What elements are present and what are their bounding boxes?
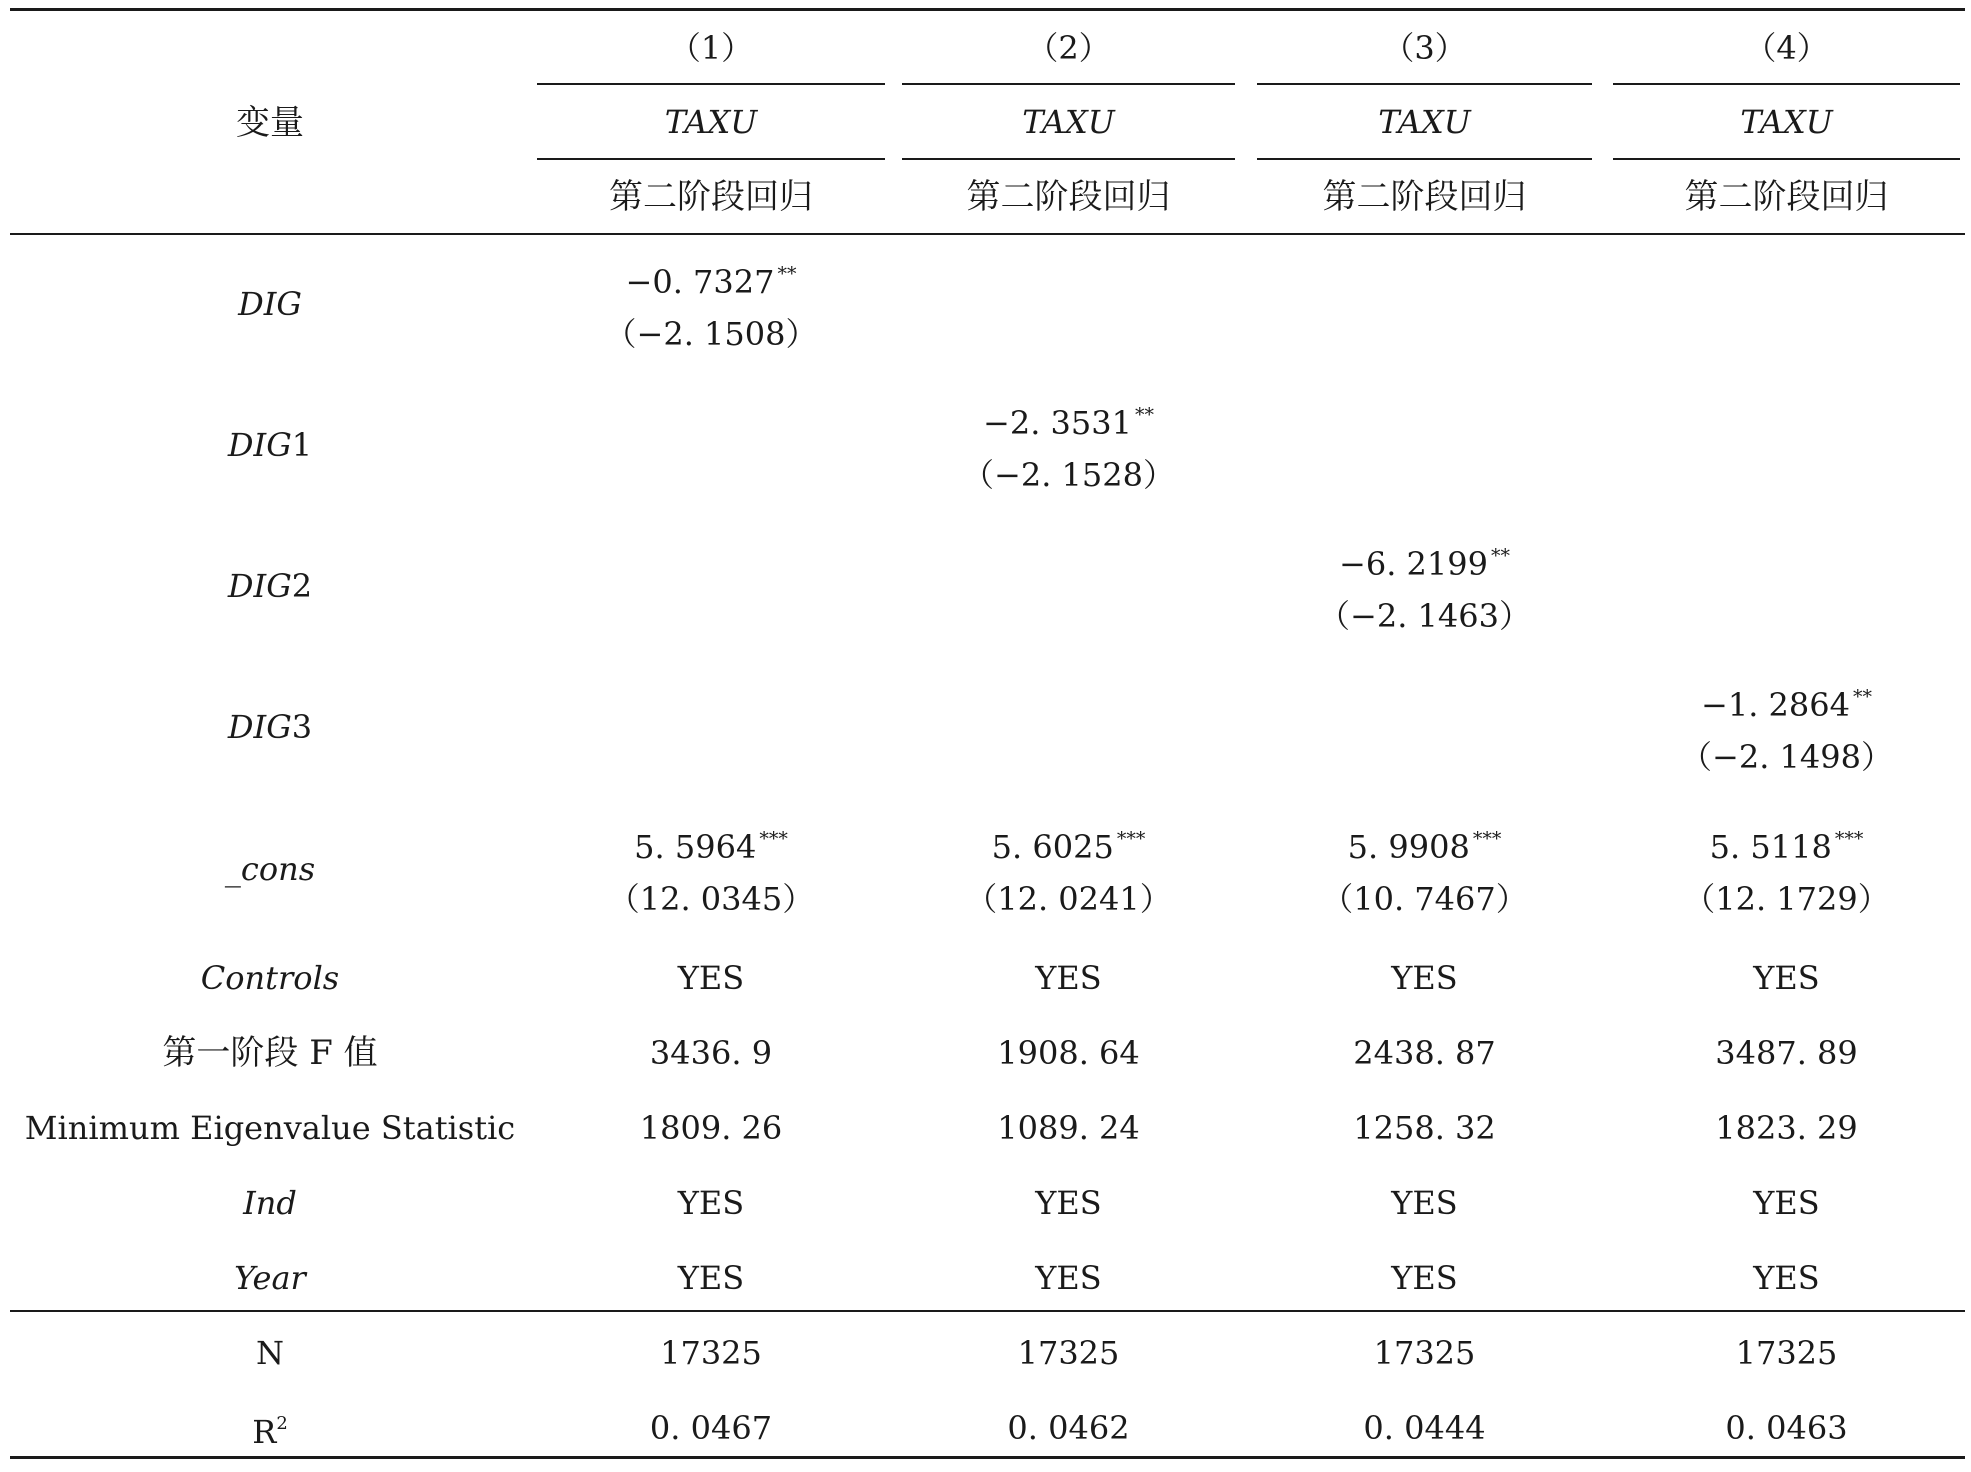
first-stage-f-col3: 2438. 87: [1353, 1034, 1496, 1072]
col1-number: （1）: [668, 29, 754, 67]
controls-col4: YES: [1753, 959, 1820, 997]
n-col3: 17325: [1373, 1334, 1476, 1372]
r2-col1: 0. 0467: [649, 1409, 773, 1447]
col3-stage: 第二阶段回归: [1322, 177, 1527, 217]
dig1-col2: [902, 393, 1235, 497]
col3-dependent: TAXU: [1378, 103, 1471, 141]
coefficient: 5. 5964 ***: [634, 828, 788, 866]
top-rule: [10, 8, 1965, 11]
significance-stars: ***: [1472, 828, 1502, 850]
n-col2: 17325: [1017, 1334, 1120, 1372]
ind-col2: YES: [1035, 1184, 1102, 1222]
cons-col3: [1257, 817, 1592, 921]
n-col4: 17325: [1735, 1334, 1838, 1372]
header-rule-2-col4: [1613, 158, 1960, 160]
row-label-dig2: DIG2: [227, 567, 313, 605]
n-col1: 17325: [660, 1334, 762, 1372]
dig-col1: [537, 252, 885, 356]
header-rule-1-col2: [902, 83, 1235, 85]
first-stage-f-col4: 3487. 89: [1715, 1034, 1858, 1072]
t-statistic: （−2. 1463）: [1318, 597, 1531, 635]
coefficient: 5. 9908 ***: [1347, 828, 1502, 866]
dig3-col4: [1613, 675, 1960, 779]
significance-stars: **: [777, 263, 797, 285]
significance-stars: **: [1490, 545, 1510, 567]
regression-table: [10, 0, 1965, 1472]
col2-number: （2）: [1026, 29, 1111, 67]
row-label-ind: Ind: [243, 1184, 297, 1222]
row-label-r-squared: $R^2$: [252, 1413, 288, 1451]
t-statistic: （10. 7467）: [1321, 880, 1528, 918]
coefficient: −2. 3531 **: [983, 404, 1154, 442]
col4-stage: 第二阶段回归: [1684, 177, 1889, 217]
min-eigen-col4: 1823. 29: [1715, 1109, 1858, 1147]
controls-col1: YES: [677, 959, 745, 997]
r2-col4: 0. 0463: [1725, 1409, 1848, 1447]
header-rule-2-col3: [1257, 158, 1592, 160]
significance-stars: **: [1134, 404, 1154, 426]
header-bottom-rule: [10, 233, 1965, 235]
min-eigen-col1: 1809. 26: [639, 1109, 783, 1147]
col3-number: （3）: [1382, 29, 1467, 67]
year-col4: YES: [1753, 1259, 1820, 1297]
controls-col3: YES: [1391, 959, 1458, 997]
coefficient: −1. 2864 **: [1701, 686, 1872, 724]
header-rule-1-col1: [537, 83, 885, 85]
controls-col2: YES: [1035, 959, 1102, 997]
year-col2: YES: [1035, 1259, 1102, 1297]
min-eigen-col3: 1258. 32: [1353, 1109, 1496, 1147]
t-statistic: （12. 0241）: [965, 880, 1172, 918]
variable-header: 变量: [236, 102, 304, 143]
significance-stars: ***: [759, 828, 788, 850]
row-label-first-stage-f: 第一阶段 F 值: [162, 1033, 378, 1073]
first-stage-f-col1: 3436. 9: [649, 1034, 773, 1072]
coefficient: 5. 5118 ***: [1709, 828, 1864, 866]
col4-dependent: TAXU: [1740, 103, 1833, 141]
t-statistic: （12. 1729）: [1683, 880, 1890, 918]
row-label-dig: DIG: [238, 285, 302, 323]
t-statistic: （−2. 1508）: [604, 315, 818, 353]
row-label-year: Year: [234, 1259, 306, 1297]
col1-stage: 第二阶段回归: [609, 177, 813, 217]
t-statistic: （−2. 1498）: [1680, 738, 1893, 776]
header-rule-1-col4: [1613, 83, 1960, 85]
significance-stars: **: [1852, 686, 1872, 708]
coefficient: −0. 7327 **: [625, 263, 797, 301]
year-col1: YES: [677, 1259, 745, 1297]
col1-dependent: TAXU: [664, 103, 758, 141]
row-label-cons: _cons: [224, 850, 316, 888]
row-label-n: N: [256, 1334, 284, 1372]
significance-stars: ***: [1116, 828, 1146, 850]
coefficient: −6. 2199 **: [1339, 545, 1510, 583]
coefficient: 5. 6025 ***: [991, 828, 1146, 866]
cons-col4: [1613, 817, 1960, 921]
r2-col2: 0. 0462: [1007, 1409, 1130, 1447]
mid-rule: [10, 1310, 1965, 1312]
dig2-col3: [1257, 534, 1592, 638]
col2-stage: 第二阶段回归: [966, 177, 1171, 217]
ind-col4: YES: [1753, 1184, 1820, 1222]
ind-col3: YES: [1391, 1184, 1458, 1222]
header-rule-2-col1: [537, 158, 885, 160]
ind-col1: YES: [677, 1184, 745, 1222]
row-label-controls: Controls: [200, 959, 340, 997]
bottom-rule: [10, 1456, 1965, 1459]
first-stage-f-col2: 1908. 64: [997, 1034, 1140, 1072]
t-statistic: （−2. 1528）: [962, 456, 1175, 494]
row-label-dig3: DIG3: [227, 708, 313, 746]
row-label-dig1: DIG1: [227, 426, 313, 464]
t-statistic: （12. 0345）: [607, 880, 815, 918]
col2-dependent: TAXU: [1022, 103, 1115, 141]
cons-col1: [537, 817, 885, 921]
significance-stars: ***: [1834, 828, 1864, 850]
cons-col2: [902, 817, 1235, 921]
row-label-min-eigenvalue: Minimum Eigenvalue Statistic: [24, 1109, 516, 1147]
r2-col3: 0. 0444: [1363, 1409, 1486, 1447]
header-rule-1-col3: [1257, 83, 1592, 85]
year-col3: YES: [1391, 1259, 1458, 1297]
min-eigen-col2: 1089. 24: [997, 1109, 1140, 1147]
header-rule-2-col2: [902, 158, 1235, 160]
col4-number: （4）: [1744, 29, 1829, 67]
